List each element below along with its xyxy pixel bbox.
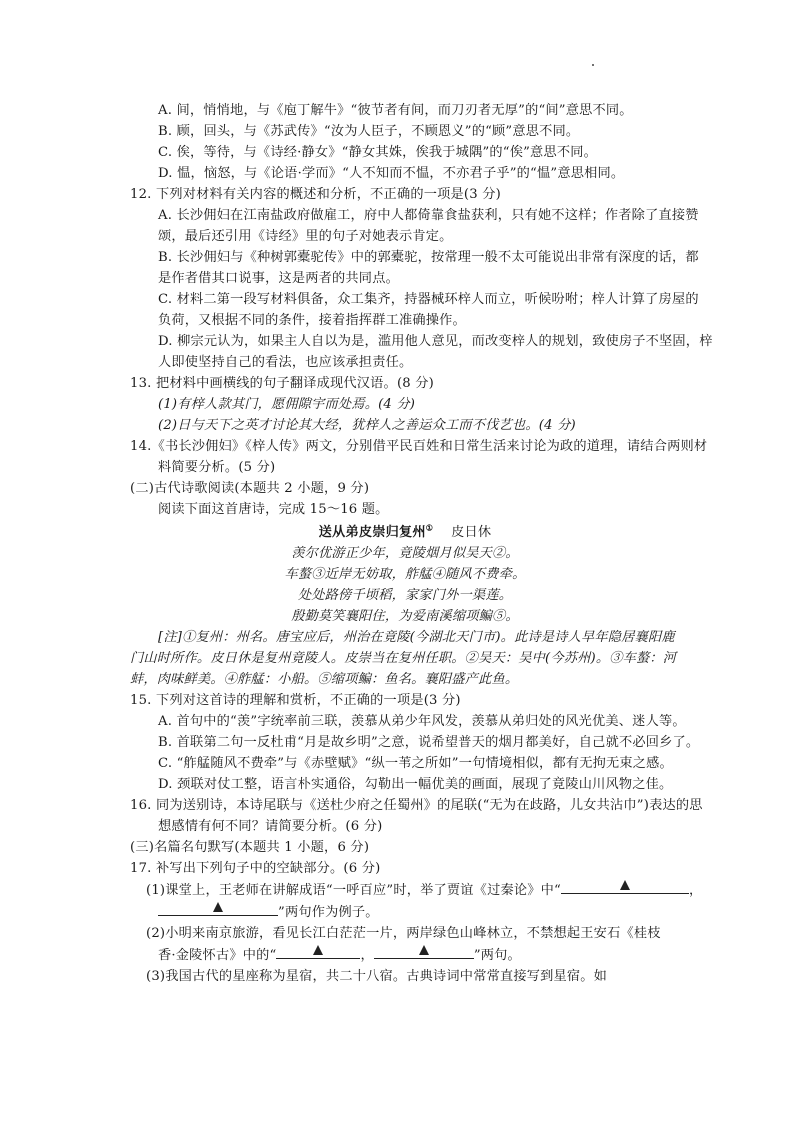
poem-notes-cont: 门山时所作。皮日休是复州竟陵人。皮崇当在复州任职。②吴天：吴中(今苏州)。③车螯：河: [130, 651, 677, 666]
q15-option-a: A. 首句中的“羡”字统率前三联，羡慕从弟少年风发，羡慕从弟归处的风光优美、迷人等。: [158, 714, 686, 729]
poem-notes-cont: 蚌，肉味鲜美。④舴艋：小船。⑤缩项鳊：鱼名。襄阳盛产此鱼。: [130, 672, 519, 687]
q17-stem: 17. 补写出下列句子中的空缺部分。(6 分): [130, 861, 381, 876]
q15-option-d: D. 颈联对仗工整，语言朴实通俗，勾勒出一幅优美的画面，展现了竟陵山川风物之佳。: [158, 777, 673, 792]
q15-option-c: C. “舴艋随风不费牵”与《赤壁赋》“纵一苇之所如”一句情境相似，都有无拘无束之感。: [158, 756, 673, 771]
scan-speck: [592, 64, 594, 66]
section-heading-poetry: (二)古代诗歌阅读(本题共 2 小题，9 分): [130, 481, 370, 496]
poem-author: 皮日休: [451, 525, 492, 540]
q14-stem: 14.《书长沙佣妇》《梓人传》两文，分别借平民百姓和日常生活来讨论为政的道理，请结合两则材: [130, 439, 708, 454]
q11-option-a: A. 间，悄悄地，与《庖丁解牛》“彼节者有间，而刀刃者无厚”的“间”意思不同。: [158, 103, 633, 118]
q11-option-b: B. 顾，回头，与《苏武传》“汝为人臣子，不顾恩义”的“顾”意思不同。: [158, 124, 580, 139]
q13-item-2: (2)日与天下之英才讨论其大经，犹梓人之善运众工而不伐艺也。(4 分): [158, 418, 576, 433]
q12-option-a-cont: 颂，最后还引用《诗经》里的句子对她表示肯定。: [158, 229, 453, 244]
q12-option-d-cont: 人即使坚持自己的看法，也应该承担责任。: [158, 355, 413, 370]
answer-blank[interactable]: [561, 879, 689, 894]
q13-stem: 13. 把材料中画横线的句子翻译成现代汉语。(8 分): [130, 376, 434, 391]
q17-item-3: (3)我国古代的星座称为星宿，共二十八宿。古典诗词中常常直接写到星宿。如: [146, 969, 608, 984]
q14-stem-cont: 料简要分析。(5 分): [158, 460, 276, 475]
blank-marker-icon: [213, 902, 223, 912]
q11-option-c: C. 俟，等待，与《诗经·静女》“静女其姝，俟我于城隅”的“俟”意思不同。: [158, 145, 597, 160]
q17-item-2-cont: 香·金陵怀古》中的“ ， ”两句。: [130, 944, 680, 966]
answer-blank[interactable]: [276, 944, 360, 959]
poem-line: 车螯③近岸无妨取，舴艋④随风不费牵。: [284, 567, 526, 582]
poem-line: 殷勤莫笑襄阳住，为爱南溪缩项鳊⑤。: [291, 609, 519, 624]
q17-item-1-cont: [130, 901, 680, 923]
poem-line: 羡尔优游正少年，竟陵烟月似吴天②。: [291, 546, 519, 561]
q16-stem-cont: 想感情有何不同？请简要分析。(6 分): [158, 819, 383, 834]
q12-option-a: A. 长沙佣妇在江南盐政府做雇工，府中人都倚靠食盐获利，只有她不这样；作者除了直接赞: [158, 208, 699, 223]
q17-item-1: (1)课堂上，王老师在讲解成语“一呼百应”时，举了贾谊《过秦论》中“ ，: [130, 879, 680, 901]
q12-option-b-cont: 是作者借其口说事，这是两者的共同点。: [158, 271, 399, 286]
q17-item-1-text: (1)课堂上，王老师在讲解成语“一呼百应”时，举了贾谊《过秦论》中“: [146, 883, 561, 898]
q16-stem: 16. 同为送别诗，本诗尾联与《送杜少府之任蜀州》的尾联(“无为在歧路，儿女共沾巾”)表达的思: [130, 798, 703, 813]
q12-option-b: B. 长沙佣妇与《种树郭橐驼传》中的郭橐驼，按常理一般不太可能说出非常有深度的话，都: [158, 250, 699, 265]
section-heading-dictation: (三)名篇名句默写(本题共 1 小题，6 分): [130, 840, 370, 855]
poem-notes: [注]①复州：州名。唐宝应后，州治在竟陵(今湖北天门市)。此诗是诗人早年隐居襄阳鹿: [158, 630, 675, 645]
poetry-instruction: 阅读下面这首唐诗，完成 15～16 题。: [158, 502, 389, 517]
blank-marker-icon: [419, 945, 429, 955]
q12-option-c-cont: 负荷，又根据不同的条件，接着指挥群工准确操作。: [158, 313, 466, 328]
answer-blank[interactable]: [374, 944, 474, 959]
poem-title-note: ①: [425, 522, 434, 533]
q15-option-b: B. 首联第二句一反杜甫“月是故乡明”之意，说希望普天的烟月都美好，自己就不必回乡了。: [158, 735, 700, 750]
q17-item-2: (2)小明来南京旅游，看见长江白茫茫一片，两岸绿色山峰林立，不禁想起王安石《桂枝: [146, 926, 661, 941]
blank-marker-icon: [313, 945, 323, 955]
q17-item-1-tail: ”两句作为例子。: [278, 905, 379, 920]
q13-item-1: (1)有梓人款其门，愿佣隙宇而处焉。(4 分): [158, 397, 416, 412]
q17-item-2-text: 香·金陵怀古》中的“: [158, 948, 277, 963]
answer-blank[interactable]: [158, 901, 278, 916]
poem-line: 处处路傍千顷稻，家家门外一渠莲。: [297, 588, 513, 603]
blank-marker-icon: [620, 880, 630, 890]
q12-stem: 12. 下列对材料有关内容的概述和分析，不正确的一项是(3 分): [130, 187, 501, 202]
q15-stem: 15. 下列对这首诗的理解和赏析，不正确的一项是(3 分): [130, 693, 461, 708]
q12-option-d: D. 柳宗元认为，如果主人自以为是，滥用他人意见，而改变梓人的规划，致使房子不坚固，梓: [158, 334, 713, 349]
poem-title: [130, 522, 680, 543]
q11-option-d: D. 愠，恼怒，与《论语·学而》“人不知而不愠，不亦君子乎”的“愠”意思相同。: [158, 166, 625, 181]
q12-option-c: C. 材料二第一段写材料俱备，众工集齐，持器械环梓人而立，听候吩咐；梓人计算了房屋的: [158, 292, 699, 307]
q17-item-2-tail: ”两句。: [473, 948, 521, 963]
poem-title-text: 送从弟皮崇归复州: [318, 525, 426, 540]
